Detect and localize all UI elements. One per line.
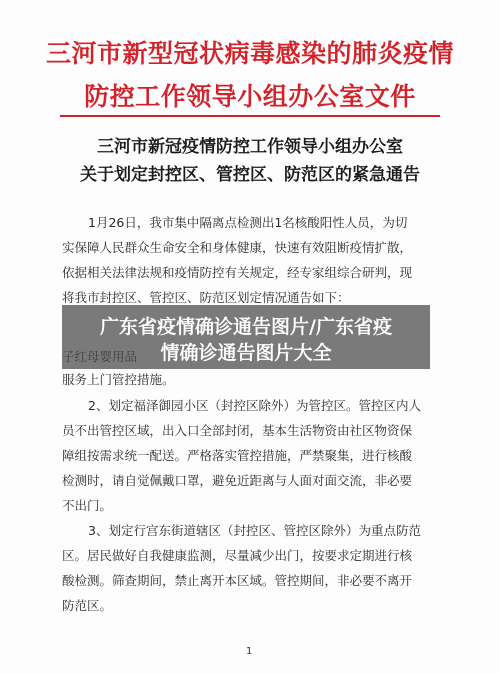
overlay-title-line-2: 情确诊通告图片大全: [160, 342, 332, 364]
body-line: 依据相关法律法规和疫情防控有关规定，经专家组综合研判，现: [62, 265, 413, 280]
notice-title-line-1: 三河市新冠疫情防控工作领导小组办公室: [97, 137, 403, 157]
body-line: 区。居民做好自我健康监测，尽量减少出门，按要求定期进行核: [62, 548, 413, 563]
body-line: 1月26日，我市集中隔离点检测出1名核酸阳性人员，为切: [88, 215, 408, 230]
overlay-title-line-1: 广东省疫情确诊通告图片/广东省疫: [100, 316, 392, 338]
body-line: 服务上门管控措施。: [62, 372, 175, 387]
body-line: 2、划定福泽御园小区（封控区除外）为管控区。管控区内人: [88, 398, 421, 413]
body-line: 检测时，请自觉佩戴口罩，避免近距离与人面对面交流，非必要: [62, 473, 413, 488]
body-line: 不出门。: [62, 498, 113, 513]
body-line: 防范区。: [62, 598, 113, 613]
red-header-line-1: 三河市新型冠状病毒感染的肺炎疫情: [45, 39, 454, 68]
body-line: 酸检测。筛查期间，禁止离开本区域。管控期间，非必要不离开: [62, 573, 413, 588]
body-line: 3、划定行宫东街道辖区（封控区、管控区除外）为重点防范: [88, 523, 421, 538]
red-divider-line: [60, 115, 440, 117]
body-line: 将我市封控区、管控区、防范区划定情况通告如下：: [62, 290, 350, 305]
body-line: 员不出管控区域，出入口全部封闭，基本生活物资由社区物资保: [62, 423, 413, 438]
notice-title-line-2: 关于划定封控区、管控区、防范区的紧急通告: [80, 165, 420, 185]
body-line: 实保障人民群众生命安全和身体健康，快速有效阻断疫情扩散，: [62, 240, 413, 255]
red-header-line-2: 防控工作领导小组办公室文件: [84, 82, 416, 111]
page-number: 1: [246, 646, 253, 657]
body-line: 障组按需求统一配送。严格落实管控措施，严禁聚集，进行核酸: [62, 448, 413, 463]
